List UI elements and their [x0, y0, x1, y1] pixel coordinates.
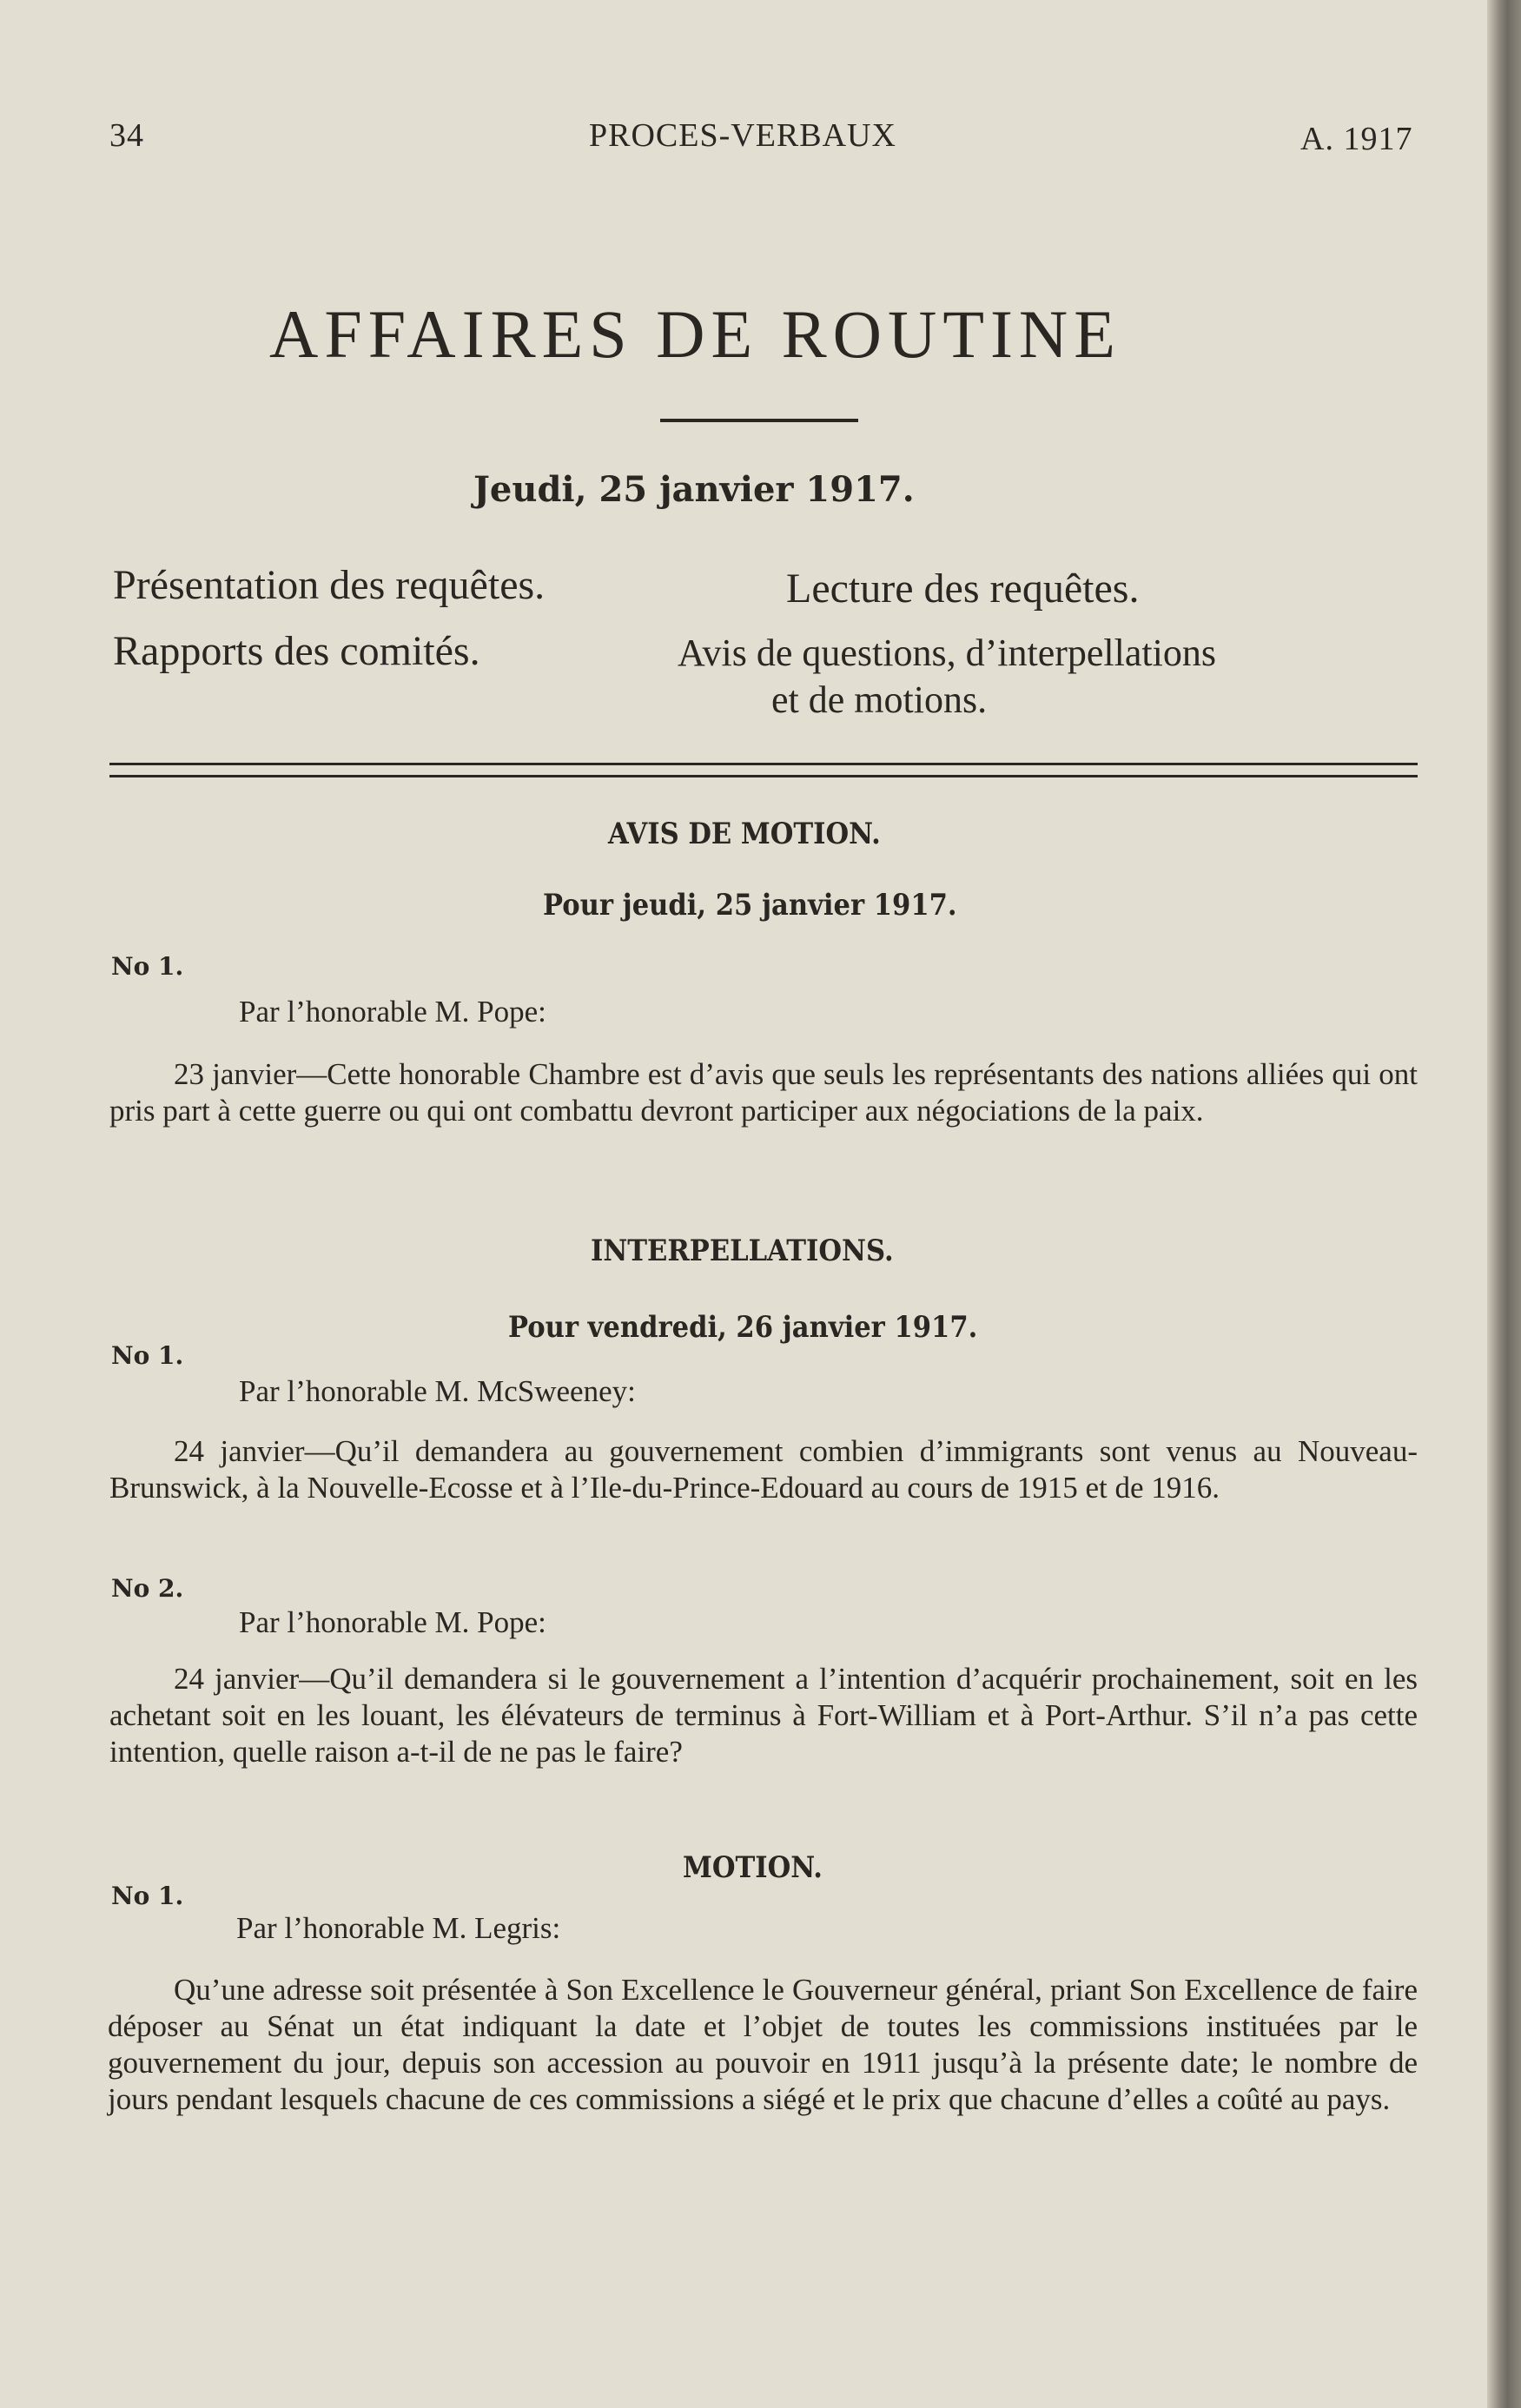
- item-author: Par l’honorable M. Pope:: [239, 1605, 546, 1639]
- order-item: Rapports des comités.: [113, 628, 480, 674]
- item-number: No 1.: [111, 1882, 184, 1910]
- section-subheading: Pour jeudi, 25 janvier 1917.: [543, 888, 957, 923]
- volume-year: A. 1917: [1300, 121, 1413, 157]
- section-rule-bottom: [109, 775, 1418, 777]
- item-author: Par l’honorable M. Pope:: [239, 995, 546, 1029]
- item-text: 23 janvier—Cette honorable Chambre est d’avis que seuls les représentants des nations alliées qui ont pris part à cette guerre ou qui ont combattu devront participer aux négociations de la paix.: [109, 1057, 1418, 1128]
- item-text: Qu’une adresse soit présentée à Son Excellence le Gouverneur général, priant Son Excellence de faire déposer au Sénat un état indiquant la date et l’objet de toutes les commissions instituées par le gouvernement du jour, depuis son accession au pouvoir en 1911 jusqu’à la présente date; le nombre de jours pendant lesquels chacune de ces commissions a siégé et le prix que chacune d’elles a coûté au pays.: [108, 1973, 1418, 2116]
- item-number: No 2.: [111, 1574, 184, 1603]
- section-rule-top: [109, 763, 1418, 765]
- item-number: No 1.: [111, 1341, 184, 1370]
- page-title: AFFAIRES DE ROUTINE: [269, 296, 1121, 372]
- section-heading: MOTION.: [683, 1850, 823, 1885]
- section-heading: INTERPELLATIONS.: [591, 1234, 894, 1268]
- running-title: PROCES-VERBAUX: [589, 117, 896, 154]
- item-number: No 1.: [111, 952, 184, 981]
- order-item: Avis de questions, d’interpellations: [678, 632, 1216, 674]
- item-text: 24 janvier—Qu’il demandera au gouvernement combien d’immigrants sont venus au Nouveau-Brunswick, à la Nouvelle-Ecosse et à l’Ile-du-Prince-Edouard au cours de 1915 et de 1916.: [109, 1434, 1418, 1505]
- section-heading: AVIS DE MOTION.: [608, 817, 881, 851]
- title-rule: [660, 419, 858, 422]
- item-author: Par l’honorable M. McSweeney:: [239, 1374, 636, 1408]
- item-text: 24 janvier—Qu’il demandera si le gouvernement a l’intention d’acquérir prochainement, soit en les achetant soit en les louant, les élévateurs de terminus à Fort-William et à Port-Arthur. S’il n’a pas cette intention, quelle raison a-t-il de ne pas le faire?: [109, 1662, 1418, 1769]
- binding-edge: [1487, 0, 1521, 2408]
- page-number: 34: [109, 117, 144, 154]
- order-item: et de motions.: [771, 678, 988, 721]
- order-item: Lecture des requêtes.: [786, 566, 1140, 612]
- section-subheading: Pour vendredi, 26 janvier 1917.: [508, 1310, 978, 1345]
- item-author: Par l’honorable M. Legris:: [236, 1911, 561, 1945]
- sitting-date: Jeudi, 25 janvier 1917.: [473, 469, 915, 510]
- order-item: Présentation des requêtes.: [113, 562, 546, 608]
